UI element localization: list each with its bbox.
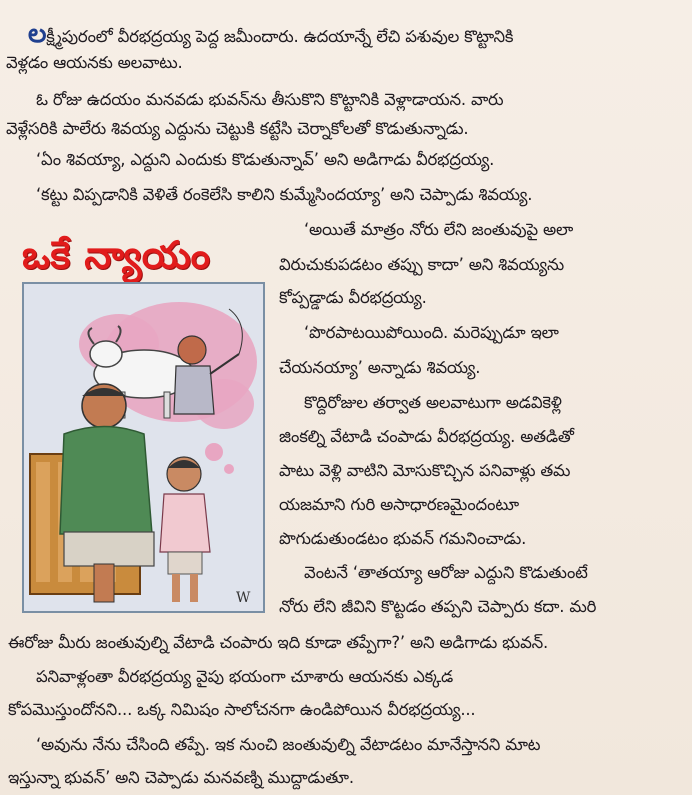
- story-line-23: ఇస్తున్నా భువన్’ అని చెప్పాడు మనవణ్ని ముద్దాడుతూ.: [8, 768, 354, 787]
- story-illustration: [22, 282, 265, 613]
- story-line-22: ‘అవును నేను చేసింది తప్పే. ఇక నుంచి జంతువుల్ని వేటాడటం మానేస్తానని మాట: [36, 735, 541, 754]
- story-line-21: కోపమొస్తుందోనని... ఒక్క నిమిషం సాలోచనగా ఉండిపోయిన వీరభద్రయ్య...: [8, 700, 476, 719]
- story-line-1: లక్ష్మీపురంలో వీరభద్రయ్య పెద్ద జమీందారు. ఉదయాన్నే లేచి పశువుల కొట్టానికి: [28, 19, 514, 49]
- story-line-2: వెళ్లడం ఆయనకు అలవాటు.: [6, 53, 183, 72]
- story-line-4: వెళ్లేసరికి పాలేరు శివయ్య ఎద్దును చెట్టుకి కట్టేసి చెర్నాకోలతో కొడుతున్నాడు.: [6, 119, 469, 138]
- story-line-14: పాటు వెళ్లి వాటిని మోసుకొచ్చిన పనివాళ్లు తమ: [279, 461, 571, 480]
- story-line-18: నోరు లేని జీవిని కొట్టడం తప్పని చెప్పారు కదా. మరి: [279, 597, 597, 616]
- story-line-15: యజమాని గురి అసాధారణమైందంటూ: [279, 495, 519, 514]
- story-line-10: ‘పొరపాటయిపోయింది. మరెప్పుడూ ఇలా: [304, 323, 559, 342]
- story-title: ఒకే న్యాయం: [22, 233, 211, 277]
- story-line-7: ‘అయితే మాత్రం నోరు లేని జంతువుపై అలా: [304, 220, 574, 239]
- story-line-5: ‘ఏం శివయ్యా, ఎద్దుని ఎందుకు కొడుతున్నావ్’ అని అడిగాడు వీరభద్రయ్య.: [36, 150, 495, 169]
- story-line-6: ‘కట్టు విప్పడానికి వెళితే రంకెలేసి కాలిని కుమ్మేసిందయ్యా’ అని చెప్పాడు శివయ్య.: [36, 185, 533, 204]
- drop-cap: ల: [28, 19, 47, 49]
- artist-signature: W: [236, 590, 251, 606]
- story-line-16: పొగుడుతుండటం భువన్ గమనించాడు.: [279, 529, 527, 548]
- story-line-3: ఓ రోజు ఉదయం మనవడు భువన్‌ను తీసుకొని కొట్టానికి వెళ్లాడాయన. వారు: [36, 90, 504, 109]
- story-line-8: విరుచుకుపడటం తప్పు కాదా’ అని శివయ్యను: [279, 255, 565, 274]
- story-line-20: పనివాళ్లంతా వీరభద్రయ్య వైపు భయంగా చూశారు ఆయనకు ఎక్కడ: [36, 667, 454, 686]
- story-line-9: కోప్పడ్డాడు వీరభద్రయ్య.: [279, 288, 427, 307]
- story-line-12: కొద్దిరోజుల తర్వాత అలవాటుగా అడవికెళ్లి: [304, 393, 562, 412]
- story-line-13: జింకల్ని వేటాడి చంపాడు వీరభద్రయ్య. అతడితో: [279, 427, 574, 446]
- story-line-17: వెంటనే ‘తాతయ్యా ఆరోజు ఎద్దుని కొడుతుంటే: [304, 563, 588, 582]
- story-line-19: ఈరోజు మీరు జంతువుల్ని వేటాడి చంపారు ఇది కూడా తప్పేగా?’ అని అడిగాడు భువన్.: [8, 633, 549, 652]
- story-line-11: చేయనయ్యా’ అన్నాడు శివయ్య.: [279, 358, 481, 377]
